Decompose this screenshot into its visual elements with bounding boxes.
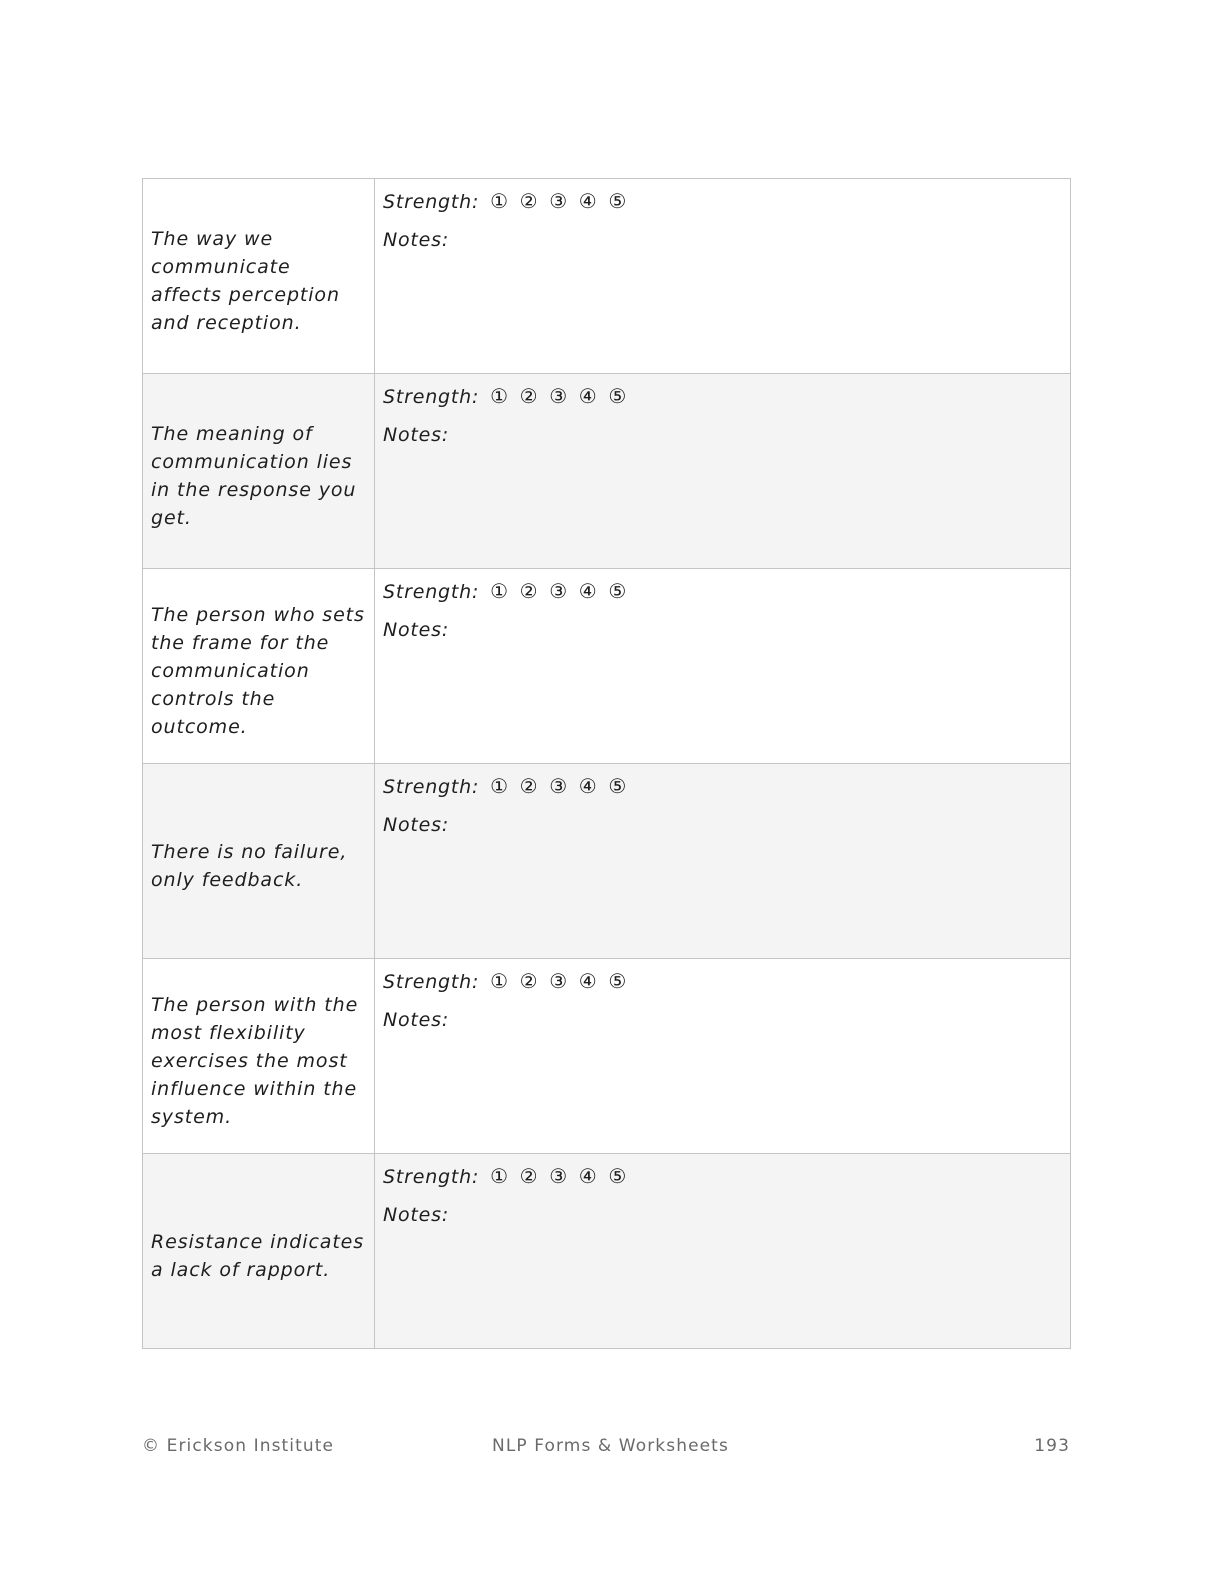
table-row	[143, 764, 1071, 959]
rating-cell[interactable]	[375, 764, 1071, 959]
strength-scale	[383, 1162, 1062, 1191]
strength-label: Strength:	[383, 971, 480, 993]
belief-cell	[143, 569, 375, 764]
notes-label: Notes:	[383, 814, 450, 836]
table-row	[143, 374, 1071, 569]
footer-title: NLP Forms & Worksheets	[492, 1436, 729, 1456]
notes-label: Notes:	[383, 229, 450, 251]
strength-option-2[interactable]: ②	[519, 384, 539, 408]
notes-label: Notes:	[383, 424, 450, 446]
strength-option-5[interactable]: ⑤	[608, 579, 628, 603]
strength-option-3[interactable]: ③	[549, 579, 568, 603]
strength-option-5[interactable]: ⑤	[608, 969, 628, 993]
strength-option-3[interactable]: ③	[549, 969, 568, 993]
strength-scale	[383, 577, 1062, 606]
strength-option-5[interactable]: ⑤	[608, 1164, 628, 1188]
strength-option-4[interactable]: ④	[578, 774, 598, 798]
strength-option-4[interactable]: ④	[578, 1164, 598, 1188]
strength-option-1[interactable]: ①	[490, 774, 509, 798]
rating-cell[interactable]	[375, 1154, 1071, 1349]
strength-scale	[383, 187, 1062, 216]
beliefs-worksheet-table	[142, 178, 1071, 1349]
strength-option-2[interactable]: ②	[519, 969, 539, 993]
belief-text: The meaning of communication lies in the response you get.	[151, 423, 357, 529]
notes-label: Notes:	[383, 1204, 450, 1226]
strength-option-4[interactable]: ④	[578, 969, 598, 993]
belief-cell	[143, 179, 375, 374]
strength-label: Strength:	[383, 1166, 480, 1188]
strength-option-2[interactable]: ②	[519, 1164, 539, 1188]
strength-option-3[interactable]: ③	[549, 774, 568, 798]
strength-option-1[interactable]: ①	[490, 384, 509, 408]
strength-option-5[interactable]: ⑤	[608, 189, 628, 213]
strength-option-3[interactable]: ③	[549, 1164, 568, 1188]
strength-option-2[interactable]: ②	[519, 774, 539, 798]
strength-label: Strength:	[383, 776, 480, 798]
table-row	[143, 179, 1071, 374]
strength-label: Strength:	[383, 191, 480, 213]
belief-text: Resistance indicates a lack of rapport.	[151, 1231, 365, 1281]
table-row	[143, 569, 1071, 764]
rating-cell[interactable]	[375, 179, 1071, 374]
notes-label: Notes:	[383, 619, 450, 641]
strength-option-4[interactable]: ④	[578, 579, 598, 603]
belief-text: There is no failure, only feedback.	[151, 841, 348, 891]
strength-label: Strength:	[383, 581, 480, 603]
strength-scale	[383, 382, 1062, 411]
rating-cell[interactable]	[375, 959, 1071, 1154]
belief-cell	[143, 374, 375, 569]
belief-cell	[143, 959, 375, 1154]
strength-option-4[interactable]: ④	[578, 384, 598, 408]
belief-text: The person with the most flexibility exercises the most influence within the system.	[151, 994, 359, 1128]
footer-copyright: © Erickson Institute	[142, 1436, 335, 1456]
page-footer	[142, 1436, 1070, 1462]
strength-option-1[interactable]: ①	[490, 189, 509, 213]
belief-cell	[143, 1154, 375, 1349]
strength-option-3[interactable]: ③	[549, 189, 568, 213]
table-row	[143, 1154, 1071, 1349]
strength-option-5[interactable]: ⑤	[608, 384, 628, 408]
belief-text: The person who sets the frame for the communication controls the outcome.	[151, 604, 365, 738]
rating-cell[interactable]	[375, 374, 1071, 569]
rating-cell[interactable]	[375, 569, 1071, 764]
belief-cell	[143, 764, 375, 959]
strength-option-5[interactable]: ⑤	[608, 774, 628, 798]
strength-scale	[383, 772, 1062, 801]
strength-option-1[interactable]: ①	[490, 969, 509, 993]
strength-option-3[interactable]: ③	[549, 384, 568, 408]
strength-option-1[interactable]: ①	[490, 1164, 509, 1188]
strength-scale	[383, 967, 1062, 996]
footer-page-number: 193	[1034, 1436, 1070, 1456]
table-row	[143, 959, 1071, 1154]
strength-option-2[interactable]: ②	[519, 579, 539, 603]
strength-label: Strength:	[383, 386, 480, 408]
belief-text: The way we communicate affects perception and reception.	[151, 228, 340, 334]
strength-option-4[interactable]: ④	[578, 189, 598, 213]
strength-option-1[interactable]: ①	[490, 579, 509, 603]
notes-label: Notes:	[383, 1009, 450, 1031]
strength-option-2[interactable]: ②	[519, 189, 539, 213]
